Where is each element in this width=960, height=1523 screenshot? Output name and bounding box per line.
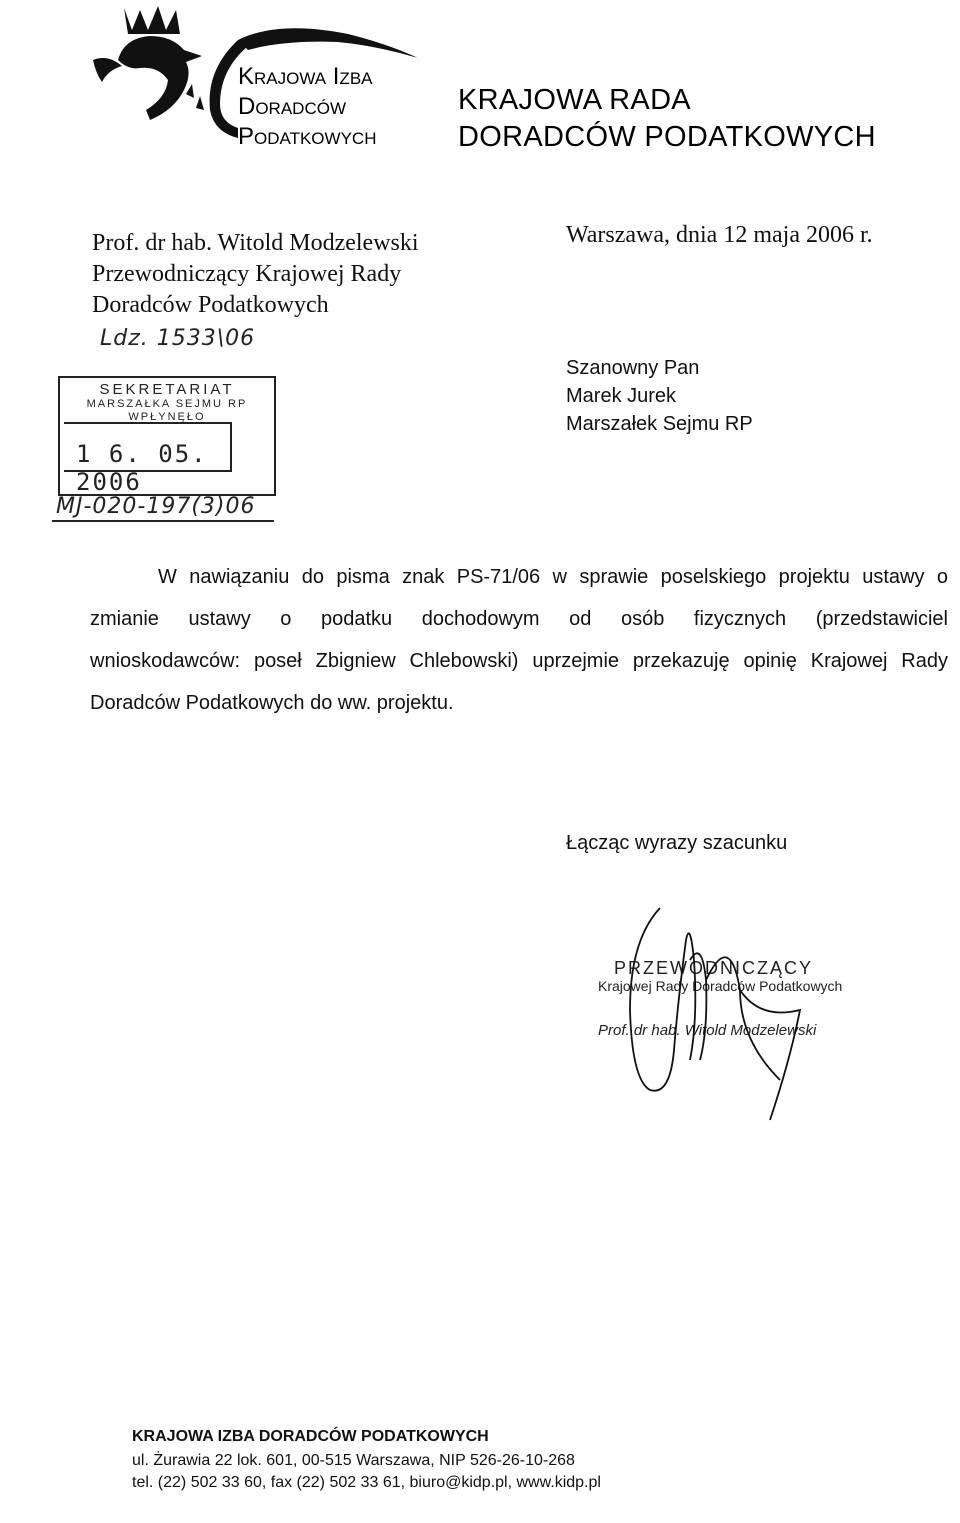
org-title-line-2: DORADCÓW PODATKOWYCH (458, 121, 876, 153)
body-line-1: W nawiązaniu do pisma znak PS-71/06 w sprawie poselskiego projektu ustawy o (158, 566, 948, 588)
stamp-date: 1 6. 05. 2006 (76, 440, 208, 496)
recipient-block (566, 354, 753, 438)
signature-stamp-organization: Krajowej Rady Doradców Podatkowych (598, 978, 843, 994)
footer-contact: tel. (22) 502 33 60, fax (22) 502 33 61, biuro@kidp.pl, www.kidp.pl (132, 1474, 601, 1491)
case-number-underline (52, 520, 274, 522)
body-line-3: wnioskodawców: poseł Zbigniew Chlebowski) uprzejmie przekazuję opinię Krajowej Rady (90, 650, 948, 672)
handwritten-reference: Ldz. 1533\06 (100, 326, 256, 351)
org-title-line-1: KRAJOWA RADA (458, 84, 691, 116)
stamp-line-3: WPŁYNĘŁO (128, 411, 206, 423)
stamp-line-2: MARSZAŁKA SEJMU RP (86, 398, 248, 410)
recipient-name: Marek Jurek (566, 385, 677, 407)
sender-name: Prof. dr hab. Witold Modzelewski (92, 230, 419, 256)
logo-line-1: Krajowa Izba (238, 63, 373, 90)
logo-wordmark (238, 62, 376, 152)
letter-date: Warszawa, dnia 12 maja 2006 r. (566, 222, 873, 248)
sender-organization: Doradców Podatkowych (92, 292, 329, 318)
recipient-title: Marszałek Sejmu RP (566, 413, 753, 435)
signature-stamp-name: Prof. dr hab. Witold Modzelewski (598, 1022, 817, 1039)
stamp-line-1: SEKRETARIAT (99, 381, 235, 398)
sender-block (92, 228, 419, 321)
sender-position: Przewodniczący Krajowej Rady (92, 261, 402, 287)
received-stamp (58, 376, 276, 496)
signature-stamp-title: PRZEWODNICZĄCY (614, 958, 813, 978)
footer-address: ul. Żurawia 22 lok. 601, 00-515 Warszawa, NIP 526-26-10-268 (132, 1452, 575, 1469)
body-line-2: zmianie ustawy o podatku dochodowym od osób fizycznych (przedstawiciel (90, 608, 948, 630)
footer-organization: KRAJOWA IZBA DORADCÓW PODATKOWYCH (132, 1428, 489, 1445)
logo-line-3: Podatkowych (238, 123, 377, 150)
organization-title (458, 82, 876, 156)
recipient-salutation: Szanowny Pan (566, 357, 700, 379)
handwritten-case-number: MJ-020-197(3)06 (56, 494, 256, 519)
body-line-4: Doradców Podatkowych do ww. projektu. (90, 692, 454, 714)
logo-line-2: Doradców (238, 93, 346, 120)
closing-phrase: Łącząc wyrazy szacunku (566, 832, 788, 854)
handwritten-signature (590, 900, 830, 1140)
